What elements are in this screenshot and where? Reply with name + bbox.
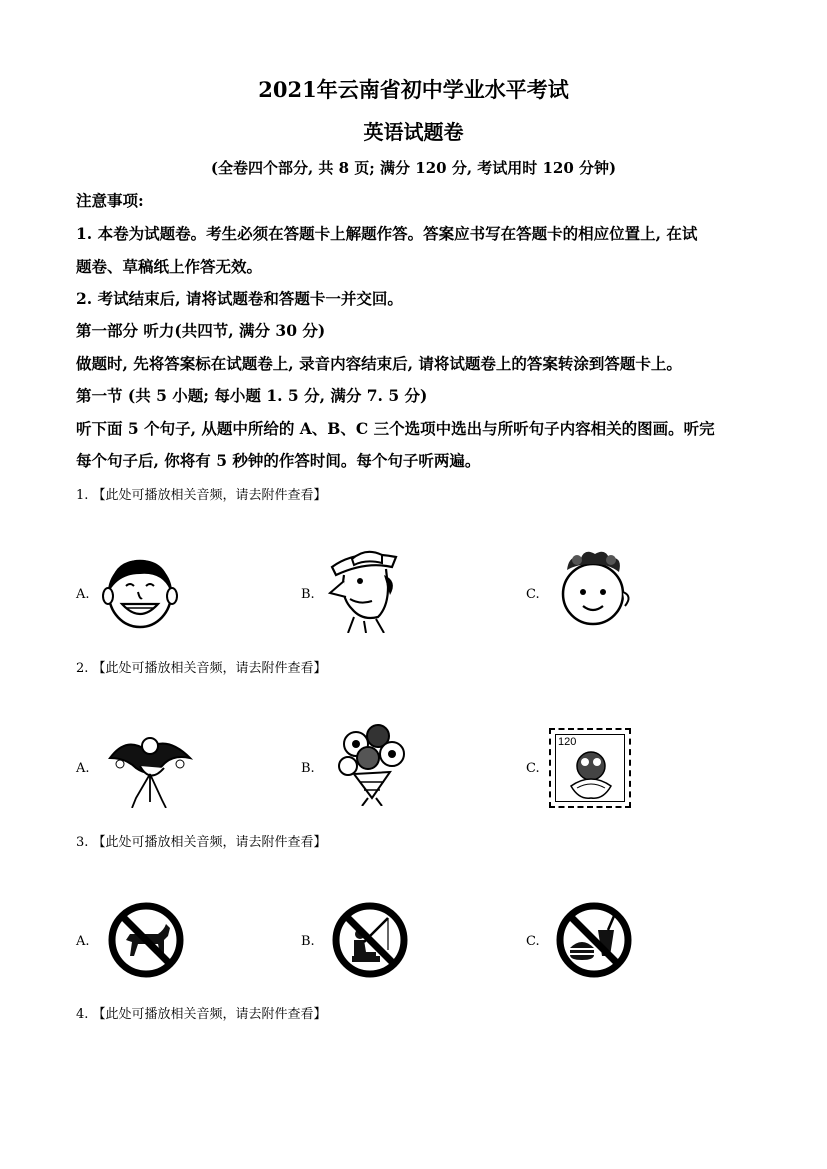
question-2-audio-label[interactable]: 2. 【此处可播放相关音频，请去附件查看】 [76, 661, 327, 676]
exam-info: (全卷四个部分, 共 8 页; 满分 120 分, 考试用时 120 分钟) [210, 159, 617, 177]
part1-instruction: 做题时, 先将答案标在试题卷上, 录音内容结束后, 请将试题卷上的答案转涂到答题卡上。 [76, 354, 682, 373]
section1-instruction-line-1: 听下面 5 个句子, 从题中所给的 A、B、C 三个选项中选出与所听句子内容相关的图画。听完 [76, 419, 715, 438]
q2-option-b-label: B. [301, 761, 315, 776]
no-food-drink-sign-icon[interactable] [554, 900, 634, 980]
note-1-line-2: 题卷、草稿纸上作答无效。 [76, 257, 263, 276]
notes-heading: 注意事项: [76, 191, 144, 210]
q1-option-b-label: B. [301, 587, 315, 602]
q3-option-c-label: C. [526, 934, 540, 949]
question-1-audio-label[interactable]: 1. 【此处可播放相关音频，请去附件查看】 [76, 488, 327, 503]
page-title: 2021年云南省初中学业水平考试 [258, 77, 569, 102]
page-subtitle: 英语试题卷 [363, 120, 464, 144]
section1-heading: 第一节 (共 5 小题; 每小题 1. 5 分, 满分 7. 5 分) [76, 386, 428, 405]
question-3-audio-label[interactable]: 3. 【此处可播放相关音频，请去附件查看】 [76, 835, 327, 850]
note-2: 2. 考试结束后, 请将试题卷和答题卡一并交回。 [76, 289, 403, 308]
section1-instruction-line-2: 每个句子后, 你将有 5 秒钟的作答时间。每个句子听两遍。 [76, 451, 481, 470]
note-1-line-1: 1. 本卷为试题卷。考生必须在答题卡上解题作答。答案应书写在答题卡的相应位置上, 在试 [76, 224, 698, 243]
no-dogs-sign-icon[interactable] [106, 900, 186, 980]
bird-kite-icon[interactable] [106, 728, 194, 808]
q1-option-c-label: C. [526, 587, 540, 602]
flower-bouquet-icon[interactable] [334, 722, 410, 806]
girl-face-icon[interactable] [553, 548, 637, 628]
q2-option-c-label: C. [526, 761, 540, 776]
postage-stamp-icon[interactable] [549, 728, 631, 808]
q1-option-a-label: A. [76, 587, 90, 602]
smiling-boy-face-icon[interactable] [100, 550, 180, 632]
question-4-audio-label[interactable]: 4. 【此处可播放相关音频，请去附件查看】 [76, 1007, 327, 1022]
man-with-hat-face-icon[interactable] [326, 547, 404, 633]
q3-option-a-label: A. [76, 934, 90, 949]
q2-option-a-label: A. [76, 761, 90, 776]
stamp-value: 120 [558, 736, 577, 748]
q3-option-b-label: B. [301, 934, 315, 949]
no-fishing-sign-icon[interactable] [330, 900, 410, 980]
part1-heading: 第一部分 听力(共四节, 满分 30 分) [76, 321, 326, 340]
